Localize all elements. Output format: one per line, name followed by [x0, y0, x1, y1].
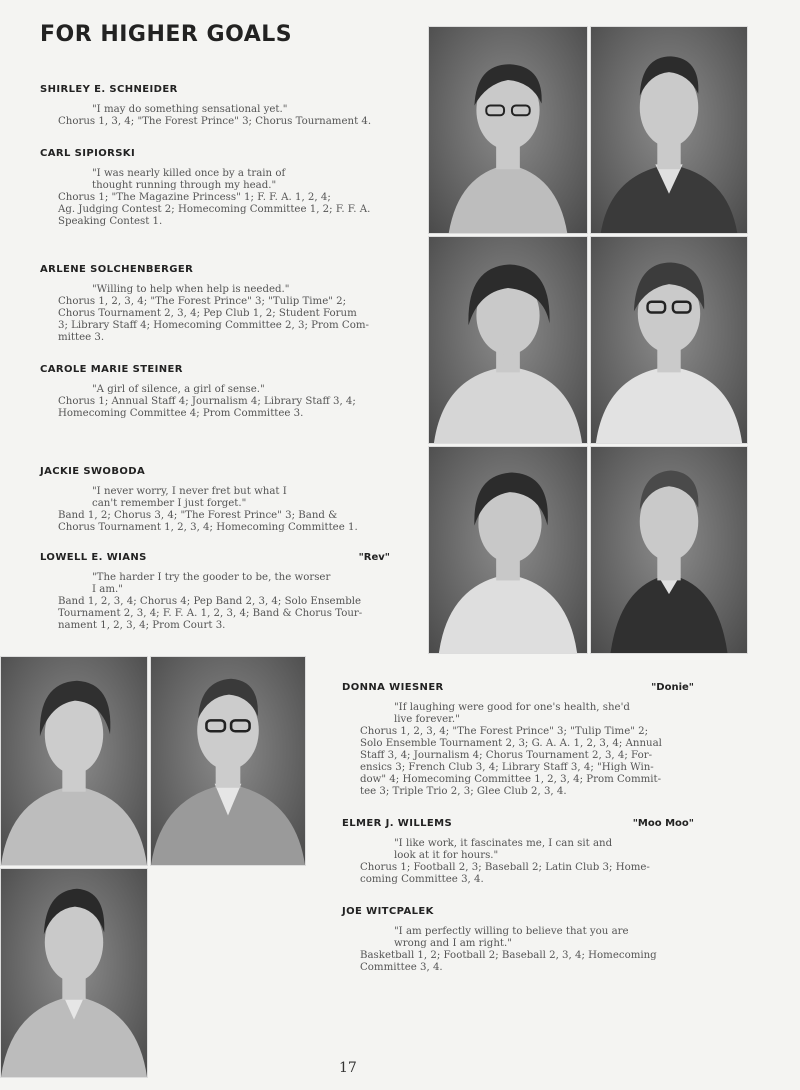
student-name: JOE WITCPALEK: [342, 906, 434, 917]
student-quote: "I never worry, I never fret but what I can't remember I just forget.": [92, 486, 287, 509]
student-nickname: "Moo Moo": [632, 818, 694, 829]
entry-sipiorski: [40, 148, 390, 228]
student-name: DONNA WIESNER: [342, 682, 444, 693]
student-name: SHIRLEY E. SCHNEIDER: [40, 84, 178, 95]
entry-wiesner: [342, 682, 694, 798]
page-title: FOR HIGHER GOALS: [40, 22, 293, 47]
student-quote: "I am perfectly willing to believe that you are wrong and I am right.": [394, 926, 629, 949]
portrait-photo: [0, 868, 148, 1078]
portrait-photo: [590, 26, 748, 234]
student-activities: Chorus 1; Annual Staff 4; Journalism 4; Library Staff 3, 4; Homecoming Committee 4; Prom Committee 3.: [58, 396, 356, 419]
entry-steiner: [40, 364, 390, 420]
student-activities: Chorus 1; "The Magazine Princess" 1; F. F. A. 1, 2, 4; Ag. Judging Contest 2; Homecoming Committee 1, 2; F. F. A. Speaking Contest 1.: [58, 192, 371, 227]
student-quote: "Willing to help when help is needed.": [92, 284, 290, 295]
portrait-photo: [428, 26, 588, 234]
student-activities: Chorus 1; Football 2, 3; Baseball 2; Latin Club 3; Home- coming Committee 3, 4.: [360, 862, 650, 885]
student-name: LOWELL E. WIANS: [40, 552, 147, 563]
student-activities: Chorus 1, 3, 4; "The Forest Prince" 3; Chorus Tournament 4.: [58, 116, 372, 127]
student-name: JACKIE SWOBODA: [40, 466, 146, 477]
student-activities: Basketball 1, 2; Football 2; Baseball 2, 3, 4; Homecoming Committee 3, 4.: [360, 950, 657, 973]
student-quote: "The harder I try the gooder to be, the worser I am.": [92, 572, 331, 595]
entry-willems: [342, 818, 694, 886]
student-activities: Band 1, 2; Chorus 3, 4; "The Forest Prince" 3; Band & Chorus Tournament 1, 2, 3, 4; Homecoming Committee 1.: [58, 510, 358, 533]
portrait-photo: [428, 446, 588, 654]
portrait-photo: [428, 236, 588, 444]
student-nickname: "Donie": [651, 682, 694, 693]
student-nickname: "Rev": [358, 552, 390, 563]
entry-schneider: [40, 84, 390, 128]
student-name: CARL SIPIORSKI: [40, 148, 136, 159]
portrait-photo: [590, 236, 748, 444]
portrait-photo: [0, 656, 148, 866]
student-name: ARLENE SOLCHENBERGER: [40, 264, 194, 275]
student-quote: "I like work, it fascinates me, I can sit and look at it for hours.": [394, 838, 613, 861]
entry-witcpalek: [342, 906, 694, 974]
student-quote: "If laughing were good for one's health, she'd live forever.": [394, 702, 630, 725]
entry-solchenberger: [40, 264, 390, 344]
student-activities: Chorus 1, 2, 3, 4; "The Forest Prince" 3; "Tulip Time" 2; Solo Ensemble Tournament 2, 3; G. A. A. 1, 2, 3, 4; Annual Staff 3, 4; Journalism 4; Chorus Tournament 2, 3, 4; For- ensics 3; French Club 3, 4; Library Staff 3, 4; "High Win- dow" 4; Homecoming Committee 1, 2, 3, 4; Prom Commit- tee 3; Triple Trio 2, 3; Glee Club 2, 3, 4.: [360, 726, 662, 797]
entry-wians: [40, 552, 390, 632]
student-quote: "I was nearly killed once by a train of thought running through my head.": [92, 168, 286, 191]
student-name: CAROLE MARIE STEINER: [40, 364, 183, 375]
student-name: ELMER J. WILLEMS: [342, 818, 453, 829]
portrait-photo: [150, 656, 306, 866]
student-quote: "A girl of silence, a girl of sense.": [92, 384, 265, 395]
student-activities: Band 1, 2, 3, 4; Chorus 4; Pep Band 2, 3, 4; Solo Ensemble Tournament 2, 3, 4; F. F. A. 1, 2, 3, 4; Band & Chorus Tour- nament 1, 2, 3, 4; Prom Court 3.: [58, 596, 363, 631]
portrait-photo: [590, 446, 748, 654]
entry-swoboda: [40, 466, 390, 534]
student-quote: "I may do something sensational yet.": [92, 104, 288, 115]
student-activities: Chorus 1, 2, 3, 4; "The Forest Prince" 3; "Tulip Time" 2; Chorus Tournament 2, 3, 4; Pep Club 1, 2; Student Forum 3; Library Staff 4; Homecoming Committee 2, 3; Prom Com- mittee 3.: [58, 296, 369, 343]
page-number: 17: [339, 1060, 357, 1076]
